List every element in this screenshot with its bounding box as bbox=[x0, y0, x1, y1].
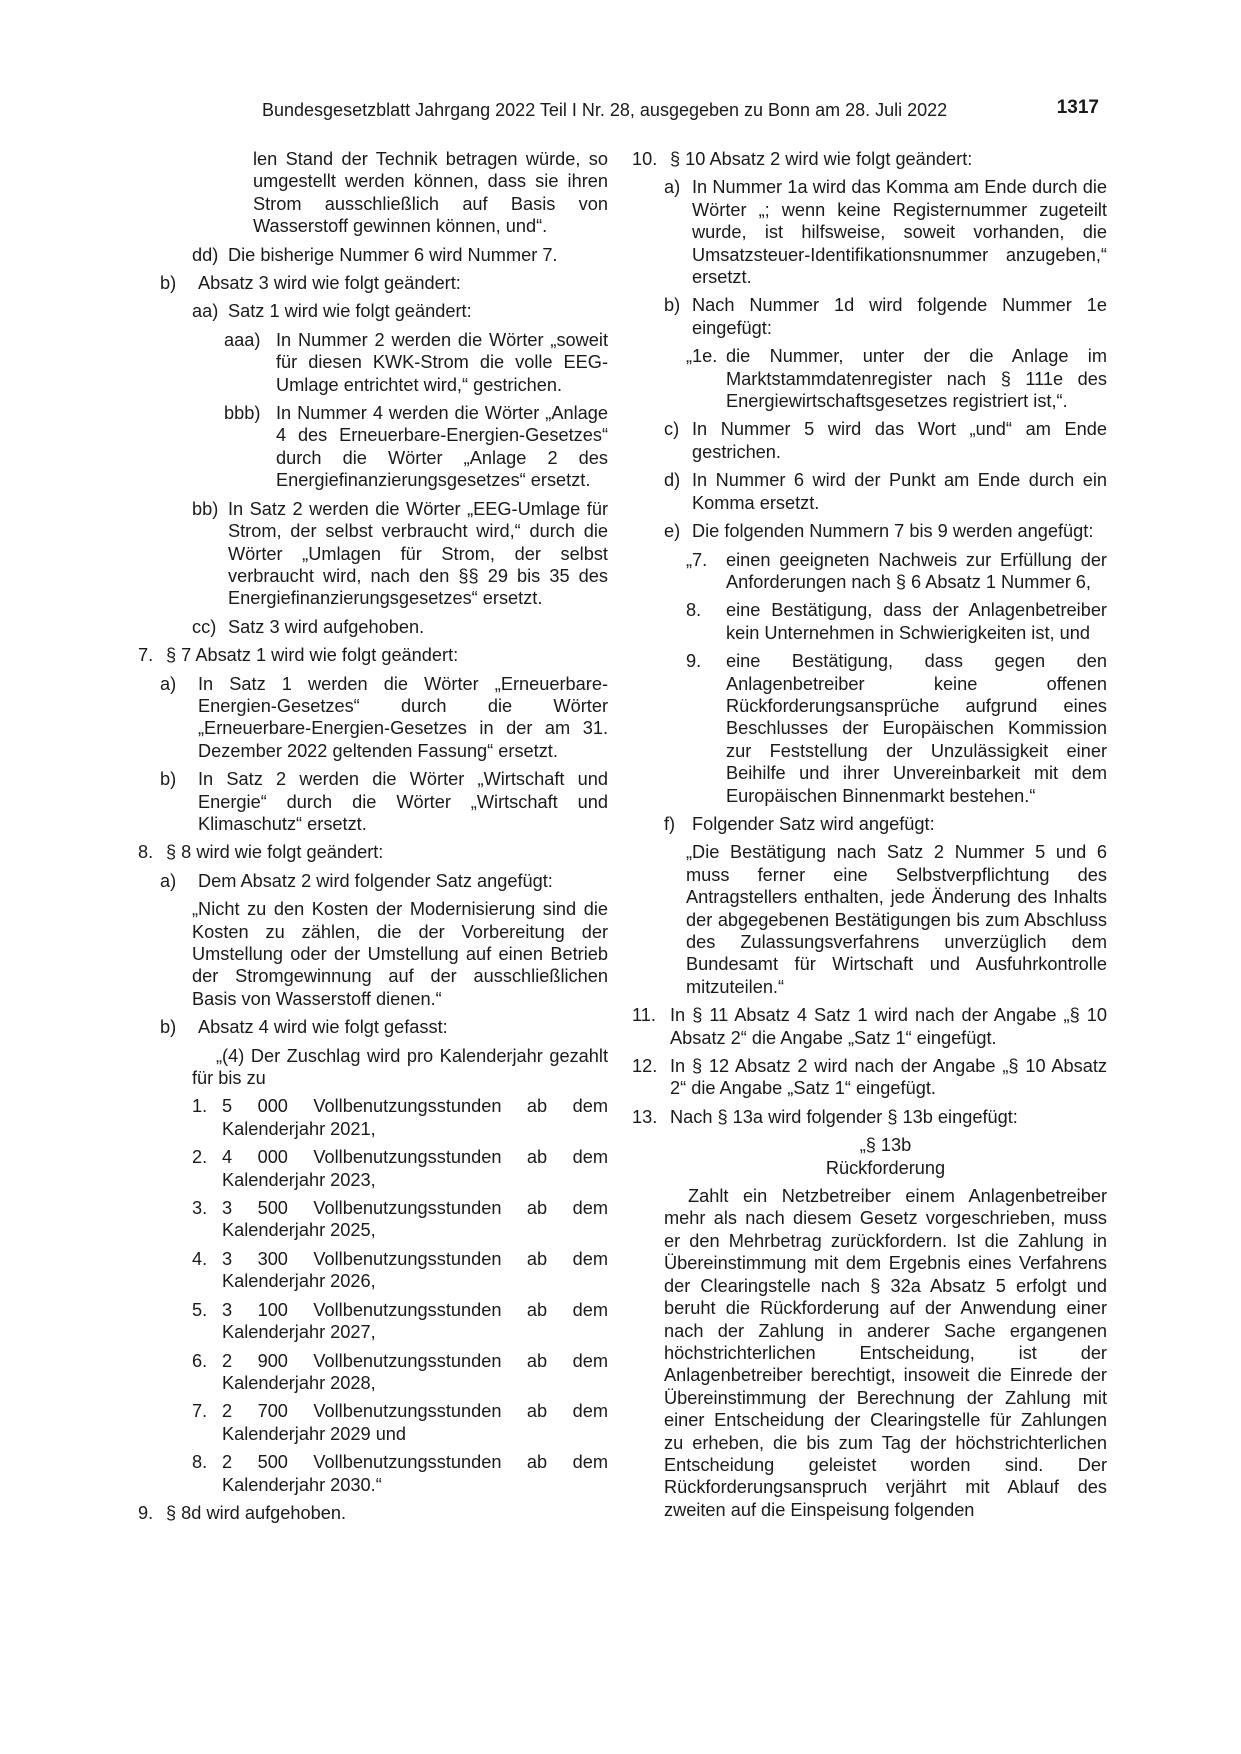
list-item-text: Absatz 4 wird wie folgt gefasst: bbox=[198, 1017, 448, 1038]
left-column bbox=[138, 148, 608, 1530]
list-item bbox=[138, 1299, 608, 1344]
list-item-label: 13. bbox=[632, 1106, 658, 1127]
list-item bbox=[138, 1095, 608, 1140]
list-item-text: § 8d wird aufgehoben. bbox=[166, 1502, 346, 1523]
list-item bbox=[632, 549, 1107, 594]
list-item-label: cc) bbox=[192, 616, 217, 637]
list-item bbox=[138, 768, 608, 835]
list-item-label: b) bbox=[160, 1017, 177, 1038]
list-item-text: In § 12 Absatz 2 wird nach der Angabe „§ 10 Absatz 2“ die Angabe „Satz 1“ eingefügt. bbox=[670, 1056, 1107, 1099]
list-item-text: Satz 1 wird wie folgt geändert: bbox=[228, 301, 472, 322]
list-item-label: „1e. bbox=[686, 346, 718, 367]
list-item-text: die Nummer, unter der die Anlage im Marktstammdatenregister nach § 111e des Energiewirtschaftsgesetzes registriert ist,“. bbox=[726, 346, 1107, 412]
list-item-text: In Nummer 2 werden die Wörter „soweit für diesen KWK-Strom die volle EEG-Umlage entrichtet wird,“ gestrichen. bbox=[276, 329, 608, 395]
list-item bbox=[632, 520, 1107, 542]
list-item bbox=[138, 1197, 608, 1242]
list-item-text: In Nummer 6 wird der Punkt am Ende durch ein Komma ersetzt. bbox=[692, 470, 1107, 513]
list-item-text: 2 500 Vollbenutzungsstunden ab dem Kalenderjahr 2030.“ bbox=[222, 1452, 608, 1495]
list-item-text: Absatz 3 wird wie folgt geändert: bbox=[198, 273, 461, 294]
list-item bbox=[138, 1016, 608, 1038]
paragraph-text: „§ 13b bbox=[859, 1135, 912, 1156]
list-item bbox=[138, 841, 608, 863]
list-item-label: b) bbox=[664, 295, 681, 316]
list-item bbox=[632, 1004, 1107, 1049]
list-item bbox=[138, 616, 608, 638]
list-item-label: b) bbox=[160, 769, 177, 790]
list-item-label: 6. bbox=[192, 1350, 208, 1371]
list-item-text: Die folgenden Nummern 7 bis 9 werden angefügt: bbox=[692, 521, 1094, 542]
list-item bbox=[632, 650, 1107, 807]
header-title: Bundesgesetzblatt Jahrgang 2022 Teil I Nr. 28, ausgegeben zu Bonn am 28. Juli 2022 bbox=[262, 100, 948, 120]
page-number: 1317 bbox=[1056, 97, 1099, 118]
list-item-label: 8. bbox=[686, 600, 702, 621]
list-item-label: a) bbox=[664, 177, 681, 198]
list-item-label: a) bbox=[160, 673, 177, 694]
list-item-label: aa) bbox=[192, 301, 219, 322]
list-item-label: „7. bbox=[686, 549, 708, 570]
list-item bbox=[138, 329, 608, 396]
list-item bbox=[632, 148, 1107, 170]
list-item-text: In Satz 1 werden die Wörter „Erneuerbare-Energien-Gesetzes“ durch die Wörter „Erneuerbare-Energien-Gesetzes in der am 31. Dezember 2022 geltenden Fassung“ ersetzt. bbox=[198, 673, 608, 761]
section-heading bbox=[632, 1134, 1107, 1156]
list-item-label: 7. bbox=[138, 645, 154, 666]
list-item-text: einen geeigneten Nachweis zur Erfüllung der Anforderungen nach § 6 Absatz 1 Nummer 6, bbox=[726, 549, 1107, 592]
list-item-label: 12. bbox=[632, 1056, 658, 1077]
right-column bbox=[632, 148, 1107, 1527]
list-item-text: In § 11 Absatz 4 Satz 1 wird nach der Angabe „§ 10 Absatz 2“ die Angabe „Satz 1“ eingefügt. bbox=[670, 1005, 1107, 1048]
list-item bbox=[138, 870, 608, 892]
paragraph bbox=[138, 148, 608, 238]
list-item bbox=[632, 1055, 1107, 1100]
list-item-text: Folgender Satz wird angefügt: bbox=[692, 813, 935, 834]
list-item bbox=[138, 1350, 608, 1395]
paragraph-text: „Nicht zu den Kosten der Modernisierung sind die Kosten zu zählen, die der Vorbereitung der Umstellung oder der Umstellung auf einen Betrieb der Stromgewinnung auf der ausschließlichen Basis von Wasserstoff dienen.“ bbox=[192, 899, 608, 1009]
list-item bbox=[138, 402, 608, 492]
list-item-text: § 7 Absatz 1 wird wie folgt geändert: bbox=[166, 645, 459, 666]
list-item bbox=[632, 176, 1107, 288]
list-item bbox=[632, 294, 1107, 339]
list-item-text: § 8 wird wie folgt geändert: bbox=[166, 842, 384, 863]
list-item-text: 3 100 Vollbenutzungsstunden ab dem Kalenderjahr 2027, bbox=[222, 1299, 608, 1343]
section-heading bbox=[632, 1157, 1107, 1179]
list-item bbox=[138, 272, 608, 294]
list-item-label: f) bbox=[664, 813, 676, 834]
list-item-label: 4. bbox=[192, 1248, 208, 1269]
list-item bbox=[138, 1146, 608, 1191]
list-item-label: 1. bbox=[192, 1096, 208, 1117]
list-item bbox=[632, 469, 1107, 514]
paragraph bbox=[138, 1045, 608, 1090]
paragraph-text: len Stand der Technik betragen würde, so umgestellt werden können, dass sie ihren Strom ausschließlich auf Basis von Wasserstoff gewinnen können, und“. bbox=[253, 149, 608, 237]
list-item-label: 7. bbox=[192, 1401, 208, 1422]
list-item bbox=[138, 498, 608, 610]
page-header bbox=[0, 99, 1241, 123]
list-item-text: Dem Absatz 2 wird folgender Satz angefügt: bbox=[198, 870, 553, 891]
list-item-text: In Satz 2 werden die Wörter „Wirtschaft und Energie“ durch die Wörter „Wirtschaft und Klimaschutz“ ersetzt. bbox=[198, 769, 608, 834]
list-item-text: 5 000 Vollbenutzungsstunden ab dem Kalenderjahr 2021, bbox=[222, 1096, 608, 1139]
paragraph bbox=[138, 898, 608, 1010]
list-item-label: 3. bbox=[192, 1198, 208, 1219]
paragraph bbox=[632, 1185, 1107, 1521]
list-item-label: d) bbox=[664, 470, 681, 491]
list-item-label: 10. bbox=[632, 149, 658, 169]
list-item-label: bbb) bbox=[224, 403, 261, 424]
list-item-label: 9. bbox=[686, 651, 702, 672]
list-item-text: eine Bestätigung, dass gegen den Anlagenbetreiber keine offenen Rückforderungsansprüche aufgrund eines Beschlusses der Europäischen Kommission zur Feststellung der Unzulässigkeit einer Beihilfe und ihrer Unvereinbarkeit mit dem Europäischen Binnenmarkt bestehen.“ bbox=[726, 651, 1107, 806]
list-item bbox=[138, 300, 608, 322]
list-item bbox=[632, 599, 1107, 644]
list-item-label: aaa) bbox=[224, 329, 261, 350]
list-item-text: § 10 Absatz 2 wird wie folgt geändert: bbox=[670, 149, 973, 169]
list-item bbox=[138, 644, 608, 666]
paragraph-text: „(4) Der Zuschlag wird pro Kalenderjahr gezahlt für bis zu bbox=[192, 1045, 608, 1089]
paragraph-text: Rückforderung bbox=[825, 1157, 946, 1178]
paragraph bbox=[632, 841, 1107, 998]
list-item-label: b) bbox=[160, 273, 177, 294]
list-item bbox=[138, 673, 608, 763]
list-item bbox=[138, 244, 608, 266]
list-item-label: 9. bbox=[138, 1502, 154, 1523]
list-item-text: 3 500 Vollbenutzungsstunden ab dem Kalenderjahr 2025, bbox=[222, 1198, 608, 1241]
list-item bbox=[632, 345, 1107, 412]
paragraph-text: Zahlt ein Netzbetreiber einem Anlagenbetreiber mehr als nach diesem Gesetz vorgeschrieben, muss er den Mehrbetrag zurückfordern. Ist die Zahlung in Übereinstimmung mit dem Ergebnis eines Verfahrens der Clearingstelle nach § 32a Absatz 5 erfolgt und beruht die Rückforderung auf der Anwendung einer nach der Zahlung in anderer Sache ergangenen höchstrichterlichen Entscheidung, ist der Anlagenbetreiber berechtigt, insoweit die Einrede der Übereinstimmung der Berechnung der Zahlung mit einer Entscheidung der Clearingstelle für Zahlungen zu erheben, die bis zum Tag der höchstrichterlichen Entscheidung geleistet worden sind. Der Rückforderungsanspruch verjährt mit Ablauf des zweiten auf die Einspeisung folgenden bbox=[664, 1186, 1107, 1520]
list-item-label: a) bbox=[160, 870, 177, 891]
list-item-label: bb) bbox=[192, 498, 219, 519]
list-item-text: In Nummer 5 wird das Wort „und“ am Ende gestrichen. bbox=[692, 419, 1107, 462]
list-item-text: 2 700 Vollbenutzungsstunden ab dem Kalenderjahr 2029 und bbox=[222, 1401, 608, 1444]
list-item bbox=[138, 1400, 608, 1445]
list-item-text: In Satz 2 werden die Wörter „EEG-Umlage für Strom, der selbst verbraucht wird,“ durch die Wörter „Umlagen für Strom, der selbst verbraucht wird, nach den §§ 29 bis 35 des Energiefinanzierungsgesetzes“ ersetzt. bbox=[228, 498, 608, 609]
list-item-text: In Nummer 4 werden die Wörter „Anlage 4 des Erneuerbare-Energien-Gesetzes“ durch die Wörter „Anlage 2 des Energiefinanzierungsgesetzes“ ersetzt. bbox=[276, 403, 608, 491]
list-item bbox=[632, 1106, 1107, 1128]
list-item-label: 8. bbox=[138, 842, 154, 863]
list-item-label: c) bbox=[664, 419, 680, 440]
list-item-text: Nach § 13a wird folgender § 13b eingefügt: bbox=[670, 1106, 1018, 1127]
list-item-text: 2 900 Vollbenutzungsstunden ab dem Kalenderjahr 2028, bbox=[222, 1350, 608, 1393]
list-item bbox=[632, 418, 1107, 463]
list-item-text: Nach Nummer 1d wird folgende Nummer 1e eingefügt: bbox=[692, 295, 1107, 338]
list-item bbox=[632, 813, 1107, 835]
list-item bbox=[138, 1502, 608, 1524]
list-item bbox=[138, 1451, 608, 1496]
list-item-label: 2. bbox=[192, 1147, 208, 1168]
list-item-label: 5. bbox=[192, 1299, 208, 1320]
list-item-label: dd) bbox=[192, 244, 219, 265]
list-item-text: 3 300 Vollbenutzungsstunden ab dem Kalenderjahr 2026, bbox=[222, 1248, 608, 1292]
list-item-text: 4 000 Vollbenutzungsstunden ab dem Kalenderjahr 2023, bbox=[222, 1147, 608, 1190]
list-item-label: 11. bbox=[632, 1005, 656, 1026]
list-item-text: Satz 3 wird aufgehoben. bbox=[228, 616, 425, 637]
list-item-text: eine Bestätigung, dass der Anlagenbetreiber kein Unternehmen in Schwierigkeiten ist, und bbox=[726, 600, 1107, 643]
list-item-label: 8. bbox=[192, 1452, 208, 1473]
list-item-text: Die bisherige Nummer 6 wird Nummer 7. bbox=[228, 244, 558, 265]
list-item-text: In Nummer 1a wird das Komma am Ende durch die Wörter „; wenn keine Registernummer zugeteilt wurde, ist hilfsweise, soweit vorhanden, die Umsatzsteuer-Identifikationsnummer anzugeben,“ ersetzt. bbox=[692, 177, 1107, 288]
list-item bbox=[138, 1248, 608, 1293]
paragraph-text: „Die Bestätigung nach Satz 2 Nummer 5 und 6 muss ferner eine Selbstverpflichtung des Antragstellers enthalten, jede Änderung des Inhalts der abgegebenen Bestätigungen bis zum Abschluss des Zulassungsverfahrens unverzüglich dem Bundesamt für Wirtschaft und Ausfuhrkontrolle mitzuteilen.“ bbox=[686, 842, 1107, 997]
list-item-label: e) bbox=[664, 521, 681, 542]
